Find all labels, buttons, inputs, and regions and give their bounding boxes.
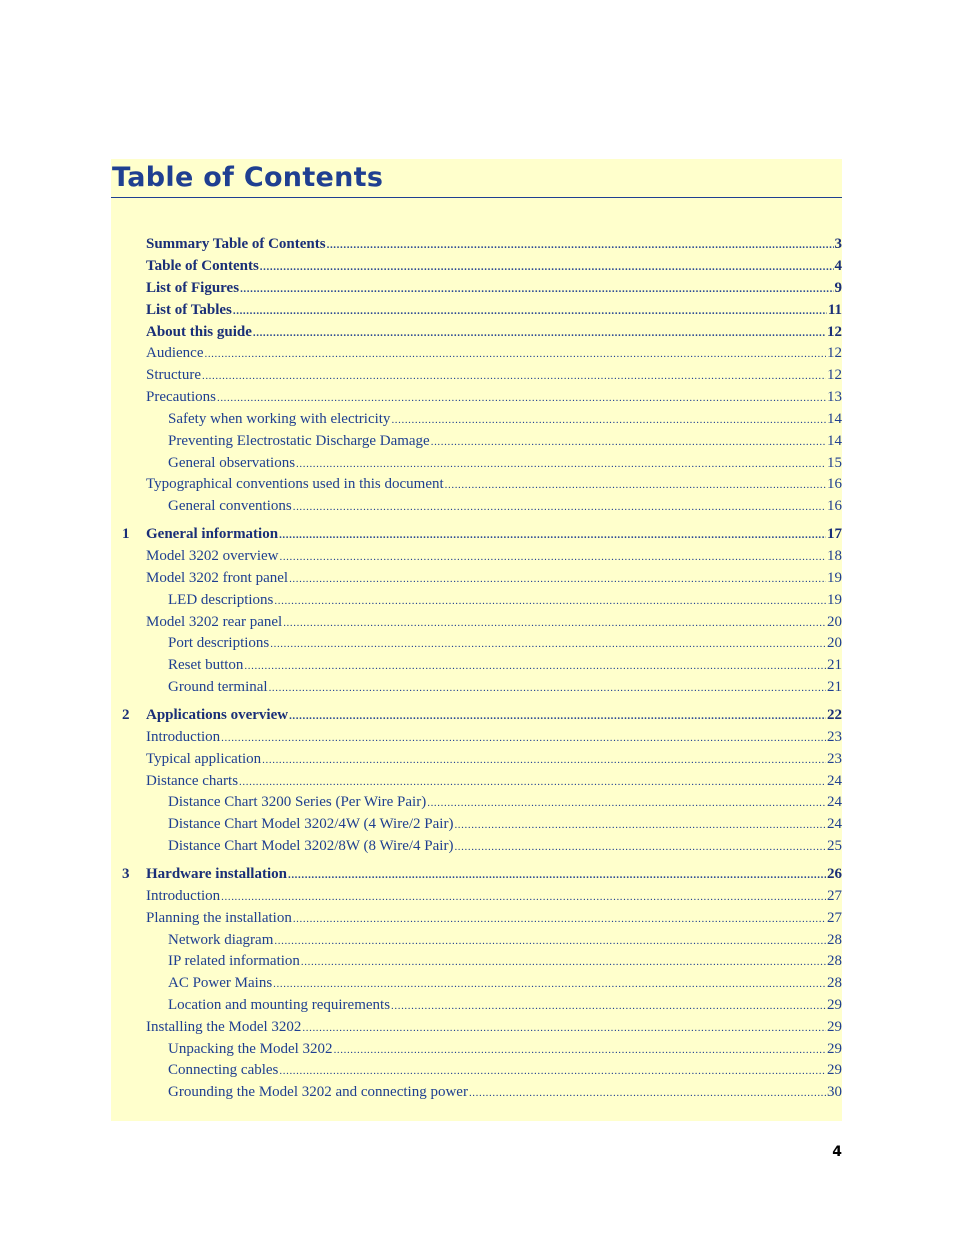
toc-leader-dots xyxy=(296,454,826,474)
toc-entry-page: 12 xyxy=(827,367,842,383)
toc-entry-page: 23 xyxy=(827,751,842,767)
toc-entry[interactable] xyxy=(146,278,842,298)
toc-entry-label: Model 3202 overview xyxy=(146,548,279,564)
toc-leader-dots xyxy=(221,728,826,748)
toc-leader-dots xyxy=(239,772,826,792)
toc-entry-label: Port descriptions xyxy=(168,635,270,651)
toc-entry-page: 15 xyxy=(827,455,842,471)
toc-entry-label: Audience xyxy=(146,345,204,361)
toc-entry-page: 27 xyxy=(827,888,842,904)
toc-leader-dots xyxy=(293,497,826,517)
toc-entry[interactable] xyxy=(168,409,842,429)
toc-entry-label: Distance Chart Model 3202/4W (4 Wire/2 Pair) xyxy=(168,816,454,832)
toc-leader-dots xyxy=(454,815,826,835)
toc-entry-label: General conventions xyxy=(168,498,292,514)
toc-entry[interactable] xyxy=(146,727,842,747)
toc-entry[interactable] xyxy=(146,864,842,884)
toc-entry-label: Distance Chart Model 3202/8W (8 Wire/4 Pair) xyxy=(168,838,454,854)
toc-leader-dots xyxy=(283,613,826,633)
toc-entry-label: Preventing Electrostatic Discharge Damage xyxy=(168,433,430,449)
toc-leader-dots xyxy=(279,525,826,545)
toc-entry[interactable] xyxy=(146,705,842,725)
toc-entry-label: Network diagram xyxy=(168,932,274,948)
toc-entry-page: 28 xyxy=(827,953,842,969)
toc-entry-label: Unpacking the Model 3202 xyxy=(168,1041,333,1057)
toc-entry-page: 3 xyxy=(834,236,842,252)
toc-entry[interactable] xyxy=(146,546,842,566)
toc-entry-label: Structure xyxy=(146,367,201,383)
toc-entry-page: 21 xyxy=(827,657,842,673)
toc-entry-page: 19 xyxy=(827,592,842,608)
toc-entry[interactable] xyxy=(168,836,842,856)
toc-leader-dots xyxy=(327,235,834,255)
toc-entry[interactable] xyxy=(146,387,842,407)
toc-entry[interactable] xyxy=(146,474,842,494)
toc-leader-dots xyxy=(391,996,826,1016)
toc-leader-dots xyxy=(221,887,826,907)
toc-entry-label: Hardware installation xyxy=(146,866,287,882)
toc-leader-dots xyxy=(253,323,826,343)
toc-entry-page: 14 xyxy=(827,411,842,427)
chapter-number: 1 xyxy=(122,526,130,542)
toc-leader-dots xyxy=(244,656,826,676)
toc-entry[interactable] xyxy=(146,524,842,544)
toc-leader-dots xyxy=(334,1040,826,1060)
toc-entry[interactable] xyxy=(168,973,842,993)
toc-entry[interactable] xyxy=(146,568,842,588)
toc-entry-page: 27 xyxy=(827,910,842,926)
toc-leader-dots xyxy=(273,974,826,994)
toc-leader-dots xyxy=(260,257,834,277)
toc-entry-page: 24 xyxy=(827,794,842,810)
toc-leader-dots xyxy=(204,344,826,364)
toc-entry[interactable] xyxy=(168,496,842,516)
toc-entry[interactable] xyxy=(168,590,842,610)
toc-entry[interactable] xyxy=(146,365,842,385)
toc-entry-label: Safety when working with electricity xyxy=(168,411,391,427)
toc-entry-label: Summary Table of Contents xyxy=(146,236,326,252)
toc-entry-label: Model 3202 rear panel xyxy=(146,614,283,630)
toc-entry[interactable] xyxy=(146,300,842,320)
toc-entry-page: 28 xyxy=(827,932,842,948)
toc-entry-label: About this guide xyxy=(146,324,252,340)
toc-leader-dots xyxy=(262,750,826,770)
toc-leader-dots xyxy=(431,432,826,452)
toc-leader-dots xyxy=(217,388,826,408)
toc-entry[interactable] xyxy=(168,1060,842,1080)
page-number: 4 xyxy=(832,1144,842,1160)
toc-leader-dots xyxy=(391,410,826,430)
toc-entry-page: 26 xyxy=(827,866,842,882)
toc-entry-page: 24 xyxy=(827,816,842,832)
toc-entry-label: Distance Chart 3200 Series (Per Wire Pair) xyxy=(168,794,427,810)
toc-entry[interactable] xyxy=(168,633,842,653)
toc-leader-dots xyxy=(270,634,826,654)
toc-entry[interactable] xyxy=(146,234,842,254)
chapter-number: 3 xyxy=(122,866,130,882)
toc-entry-page: 13 xyxy=(827,389,842,405)
toc-leader-dots xyxy=(202,366,826,386)
toc-entry-page: 20 xyxy=(827,614,842,630)
toc-entry[interactable] xyxy=(146,886,842,906)
toc-entry-label: List of Tables xyxy=(146,302,232,318)
toc-entry-page: 20 xyxy=(827,635,842,651)
toc-entry-page: 12 xyxy=(827,324,842,340)
toc-entry-page: 29 xyxy=(827,997,842,1013)
toc-leader-dots xyxy=(269,678,826,698)
toc-entry[interactable] xyxy=(168,1039,842,1059)
toc-leader-dots xyxy=(274,931,826,951)
toc-entry[interactable] xyxy=(168,677,842,697)
toc-entry[interactable] xyxy=(146,343,842,363)
toc-entry-page: 12 xyxy=(827,345,842,361)
toc-leader-dots xyxy=(454,837,826,857)
page-title: Table of Contents xyxy=(112,162,384,193)
toc-leader-dots xyxy=(279,1061,826,1081)
toc-entry[interactable] xyxy=(168,431,842,451)
toc-entry-label: Ground terminal xyxy=(168,679,268,695)
toc-entry-label: List of Figures xyxy=(146,280,240,296)
toc-entry-page: 18 xyxy=(827,548,842,564)
toc-leader-dots xyxy=(233,301,827,321)
toc-leader-dots xyxy=(445,475,826,495)
toc-leader-dots xyxy=(240,279,833,299)
toc-entry-page: 23 xyxy=(827,729,842,745)
toc-entry-page: 17 xyxy=(827,526,842,542)
toc-entry-page: 29 xyxy=(827,1041,842,1057)
toc-entry-label: Applications overview xyxy=(146,707,289,723)
toc-entry-page: 29 xyxy=(827,1019,842,1035)
toc-leader-dots xyxy=(301,952,826,972)
toc-entry-label: Location and mounting requirements xyxy=(168,997,391,1013)
toc-entry-label: General information xyxy=(146,526,279,542)
toc-leader-dots xyxy=(288,865,826,885)
toc-entry[interactable] xyxy=(146,771,842,791)
toc-leader-dots xyxy=(274,591,826,611)
toc-entry-label: Reset button xyxy=(168,657,244,673)
toc-entry[interactable] xyxy=(146,1017,842,1037)
toc-entry-label: Typographical conventions used in this document xyxy=(146,476,444,492)
toc-entry[interactable] xyxy=(146,612,842,632)
toc-entry-label: Distance charts xyxy=(146,773,239,789)
toc-entry[interactable] xyxy=(146,908,842,928)
toc-entry[interactable] xyxy=(146,749,842,769)
toc-entry-label: Installing the Model 3202 xyxy=(146,1019,302,1035)
toc-entry-label: Introduction xyxy=(146,888,221,904)
toc-entry-label: LED descriptions xyxy=(168,592,274,608)
toc-entry-label: Table of Contents xyxy=(146,258,259,274)
toc-entry-page: 4 xyxy=(834,258,842,274)
toc-entry-label: AC Power Mains xyxy=(168,975,273,991)
toc-entry-page: 29 xyxy=(827,1062,842,1078)
chapter-number: 2 xyxy=(122,707,130,723)
toc-entry[interactable] xyxy=(168,930,842,950)
toc-entry-page: 30 xyxy=(827,1084,842,1100)
toc-entry-page: 14 xyxy=(827,433,842,449)
toc-entry[interactable] xyxy=(168,655,842,675)
toc-entry-label: Precautions xyxy=(146,389,216,405)
toc-leader-dots xyxy=(293,909,826,929)
toc-entry[interactable] xyxy=(168,1082,842,1102)
toc-entry-label: General observations xyxy=(168,455,296,471)
toc-entry[interactable] xyxy=(168,814,842,834)
toc-leader-dots xyxy=(279,547,826,567)
toc-entry-page: 25 xyxy=(827,838,842,854)
toc-leader-dots xyxy=(289,706,826,726)
toc-entry[interactable] xyxy=(146,322,842,342)
toc-leader-dots xyxy=(289,569,826,589)
toc-entry[interactable] xyxy=(168,995,842,1015)
toc-entry-label: Planning the installation xyxy=(146,910,292,926)
toc-entry-label: Grounding the Model 3202 and connecting power xyxy=(168,1084,468,1100)
toc-entry[interactable] xyxy=(168,453,842,473)
toc-entry-label: IP related information xyxy=(168,953,300,969)
toc-entry-page: 16 xyxy=(827,498,842,514)
toc-entry-page: 11 xyxy=(827,302,842,318)
toc-entry[interactable] xyxy=(146,256,842,276)
toc-entry[interactable] xyxy=(168,951,842,971)
toc-entry-page: 9 xyxy=(834,280,842,296)
toc-entry-page: 21 xyxy=(827,679,842,695)
toc-entry-label: Model 3202 front panel xyxy=(146,570,289,586)
toc-entry[interactable] xyxy=(168,792,842,812)
toc-entry-label: Introduction xyxy=(146,729,221,745)
toc-leader-dots xyxy=(469,1083,826,1103)
toc-entry-page: 28 xyxy=(827,975,842,991)
toc-entry-label: Typical application xyxy=(146,751,262,767)
toc-entry-page: 19 xyxy=(827,570,842,586)
toc-leader-dots xyxy=(427,793,826,813)
toc-leader-dots xyxy=(302,1018,826,1038)
toc-entry-page: 22 xyxy=(827,707,842,723)
toc-entry-label: Connecting cables xyxy=(168,1062,279,1078)
toc-entry-page: 16 xyxy=(827,476,842,492)
toc-entry-page: 24 xyxy=(827,773,842,789)
